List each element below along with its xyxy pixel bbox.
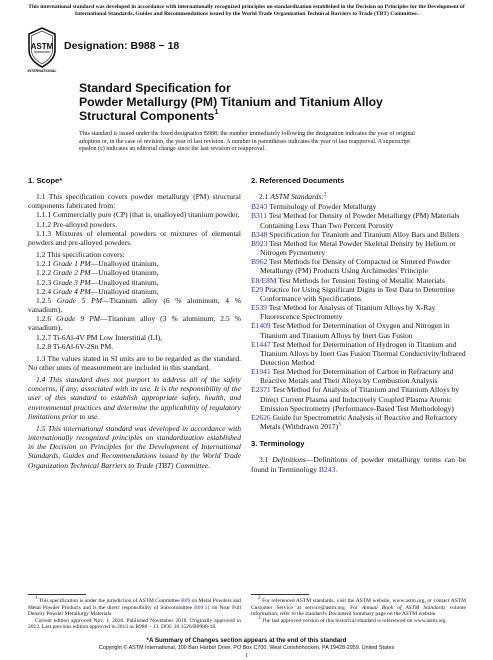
grade-item: 1.2.4 Grade 4 PM—Unalloyed titanium, (36, 286, 159, 296)
page-number: 1 (245, 653, 248, 659)
footnote-2: $^2$ For referenced ASTM standards, visit the ASTM website, www.astm.org, or contact ASTM Customer Service at service@astm.org. For Annual Book of ASTM Standards volume information, refer to the standard's Document Summary page on the ASTM website. (251, 596, 466, 618)
grade-item: 1.2.6 Grade 9 PM—Titanium alloy (3 % aluminum, 2.5 % vanadium), (28, 314, 241, 333)
svg-text:INTERNATIONAL: INTERNATIONAL (27, 69, 57, 73)
reference-code-link[interactable]: E1941 (251, 367, 271, 377)
title-line-2: Powder Metallurgy (PM) Titanium and Titanium Alloy (79, 95, 383, 110)
astm-logo (27, 27, 57, 73)
footnote-3: $^3$ The last approved version of this historical standard is referenced on www.astm.org. (258, 615, 448, 624)
para-1-3: 1.3 The values stated in SI units are to be regarded as the standard. No other units of measurement are included in this standard. (28, 353, 241, 372)
reference-item: B311 Test Method for Density of Powder Metallurgy (PM) Materials Containing Less Than Two Percent Porosity (251, 211, 460, 230)
trade-notice: This international standard was developed in accordance with internationally recognized principles on standardization established in the Decision on Principles for the Development of International Standards, Guides and Recommendations issued by the World Trade Organization Technical Barriers to Trade (TBT) Committee. (28, 4, 465, 17)
reference-code-link[interactable]: E1409 (251, 321, 271, 331)
reference-code-link[interactable]: B311 (251, 211, 268, 221)
terminology-heading: 3. Terminology (251, 439, 305, 449)
scope-heading: 1. Scope* (28, 176, 63, 185)
para-1-2-8: 1.2.8 Ti-6Al-6V-2Sn PM. (36, 341, 114, 351)
svg-text:ASTM: ASTM (30, 42, 54, 51)
reference-item: E8/E8M Test Methods for Tension Testing of Metallic Materials (251, 275, 445, 285)
reference-code-link[interactable]: E2371 (251, 385, 271, 395)
para-3-1: 3.1 Definitions—Definitions of powder metallurgy terms can be found in Terminology B243. (251, 455, 466, 474)
left-column (28, 176, 241, 470)
para-1-5: 1.5 This international standard was developed in accordance with internationally recognized principles on standardization established in the Decision on Principles for the Development of International Standards, Guides and Recommendations issued by the World Trade Organization Technical Barriers to Trade (TBT) Committee. (28, 423, 241, 470)
copyright: Copyright © ASTM International, 100 Barr Harbor Drive, PO Box C700, West Conshohocken, PA 19428-2959. United States (98, 645, 395, 651)
astm-logo-icon (27, 27, 57, 73)
para-1-1-2: 1.1.2 Pre-alloyed powders. (36, 219, 118, 229)
reference-code-link[interactable]: E1447 (251, 339, 271, 349)
reference-item: E1409 Test Method for Determination of Oxygen and Nitrogen in Titanium and Titanium Alloys by Inert Gas Fusion (251, 321, 450, 340)
grade-item: 1.2.2 Grade 2 PM—Unalloyed titanium, (36, 268, 159, 278)
para-1-1-1: 1.1.1 Commercially pure (CP) (that is, unalloyed) titanium powder, (36, 210, 240, 220)
reference-item: B348 Specification for Titanium and Titanium Alloy Bars and Billets (251, 229, 460, 239)
b09-11-link[interactable]: B09.11 (194, 604, 210, 611)
standard-title (79, 81, 419, 124)
title-footnote-mark: 1 (214, 109, 219, 117)
para-1-1: 1.1 This specification covers powder metallurgy (PM) structural components fabricated from: (28, 192, 241, 211)
reference-code-link[interactable]: B962 (251, 257, 268, 267)
right-column (251, 176, 466, 474)
reference-code-link[interactable]: B923 (251, 238, 268, 248)
reference-list (251, 202, 466, 431)
reference-code-link[interactable]: E539 (251, 303, 267, 313)
reference-item: B243 Terminology of Powder Metallurgy (251, 202, 377, 212)
footnote-1-edition: Current edition approved Nov. 1, 2018. Published November 2018. Originally approved in 2013. Last previous edition approved in 2013 as B988 – 13. DOI: 10.1520/B0988-18. (28, 617, 241, 631)
para-1-2: 1.2 This specification covers: (36, 250, 125, 260)
footnote-divider (28, 594, 86, 595)
title-line-3: Structural Components$^1$ (79, 109, 219, 124)
reference-code-link[interactable]: E2626 (251, 412, 271, 422)
summary-note: *A Summary of Changes section appears at the end of this standard (146, 637, 347, 644)
b09-link[interactable]: B09 (181, 598, 191, 604)
title-line-1: Standard Specification for (79, 81, 231, 95)
reference-code-link[interactable]: B243 (251, 202, 268, 212)
reference-item: E1941 Test Method for Determination of Carbon in Refractory and Reactive Metals and Their Alloys by Combustion Analysis (251, 367, 454, 386)
reference-item: E2371 Test Method for Analysis of Titanium and Titanium Alloys by Direct Current Plasma and Inductively Coupled Plasma Atomic Emission Spectrometry (Performance-Based Test Methodology) (251, 385, 460, 413)
reference-code-link[interactable]: E29 (251, 284, 264, 294)
footnotes-right (251, 598, 466, 624)
footnote-divider (251, 594, 309, 595)
reference-item: E1447 Test Method for Determination of Hydrogen in Titanium and Titanium Alloys by Inert Gas Fusion Thermal Conductivity/Infrared Detection Method (251, 339, 466, 367)
reference-item: E29 Practice for Using Significant Digits in Test Data to Determine Conformance with Specifications (251, 284, 455, 303)
reference-item: B923 Test Method for Metal Powder Skeletal Density by Helium or Nitrogen Pycnometry (251, 238, 456, 258)
grade-item: 1.2.1 Grade 1 PM—Unalloyed titanium, (36, 259, 159, 269)
footnotes-left (28, 598, 241, 631)
issued-note: This standard is issued under the fixed designation B988; the number immediately following the designation indicates the year of original adoption or, in the case of revision, the year of last revision. A number in parentheses indicates the year of last reapproval. A superscript epsilon (ε) indicates an editorial change since the last revision or reapproval. (79, 131, 415, 153)
reference-item: B962 Test Methods for Density of Compacted or Sintered Powder Metallurgy (PM) Products Using Archimedes' Principle (251, 257, 451, 276)
referenced-documents-heading: 2. Referenced Documents (251, 176, 345, 185)
reference-code-link[interactable]: B348 (251, 229, 268, 239)
designation: Designation: B988 − 18 (64, 40, 180, 52)
para-1-2-7: 1.2.7 Ti-6Al-4V PM Low Interstitial (LI), (36, 332, 163, 342)
reference-code-link[interactable]: E8/E8M (251, 275, 277, 285)
para-1-4: 1.4 This standard does not purport to address all of the safety concerns, if any, associated with its use. It is the responsibility of the user of this standard to establish appropriate safety, health, and environmental practices and determine the applicability of regulatory limitations prior to use. (28, 375, 241, 421)
grade-item: 1.2.5 Grade 5 PM—Titanium alloy (6 % aluminum, 4 % vanadium), (28, 295, 242, 315)
footnote-1: $^1$ This specification is under the jurisdiction of ASTM Committee B09 on Metal Powders and Metal Powder Products and is the direct responsibility of Subcommittee B09.11 on Near Full Density Powder Metallurgy Materials. (28, 596, 242, 618)
reference-item: E2626 Guide for Spectrometric Analysis of Reactive and Refractory Metals (Withdrawn 2017)$^3$ (251, 412, 458, 432)
astm-standards-intro: 2.1 ASTM Standards:$^2$ (259, 192, 327, 202)
reference-item: E539 Test Method for Analysis of Titanium Alloys by X-Ray Fluorescence Spectrometry (251, 303, 436, 322)
para-1-1-3: 1.1.3 Mixtures of elemental powders or mixtures of elemental powders and pre-alloyed powders. (28, 228, 241, 247)
b243-link[interactable]: B243 (318, 464, 336, 474)
grade-item: 1.2.3 Grade 3 PM—Unalloyed titanium, (36, 277, 159, 287)
